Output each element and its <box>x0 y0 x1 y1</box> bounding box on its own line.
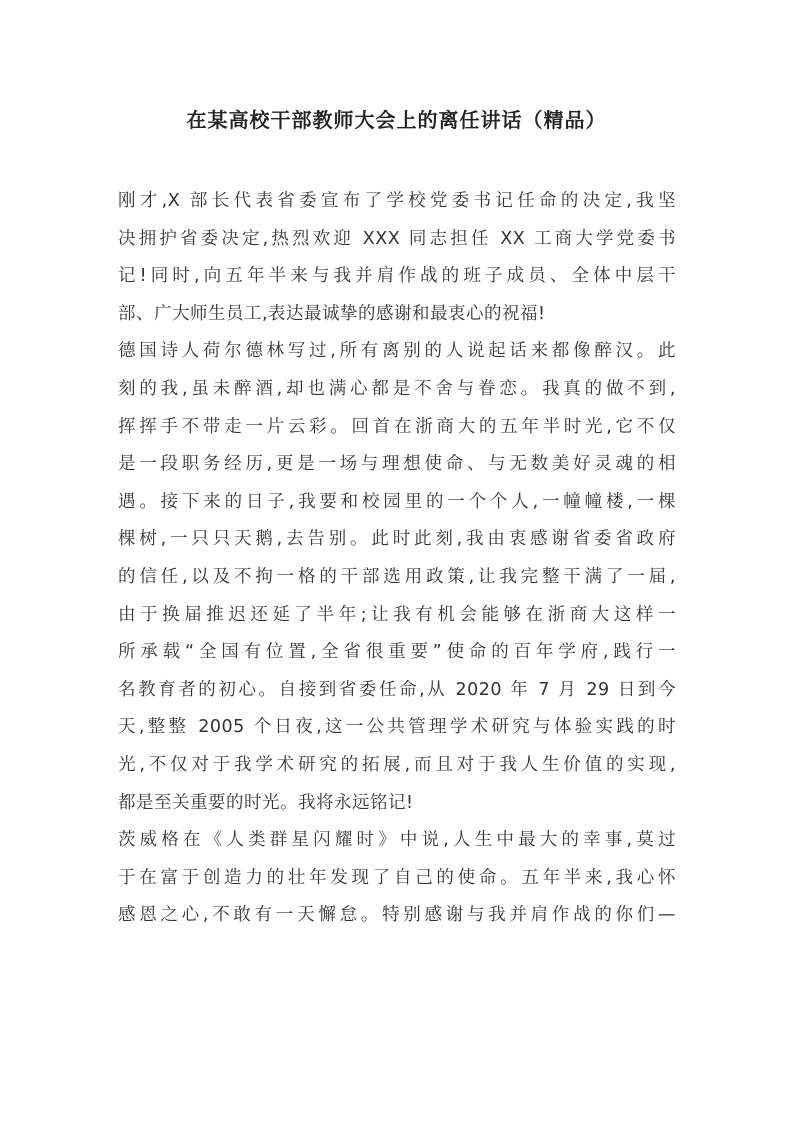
text-line: 感恩之心,不敢有一天懈怠。特别感谢与我并肩作战的你们— <box>118 905 676 926</box>
text-line: 决拥护省委决定,热烈欢迎 XXX 同志担任 XX 工商大学党委书 <box>118 228 676 249</box>
text-line: 部、广大师生员工,表达最诚挚的感谢和最衷心的祝福! <box>118 303 546 324</box>
text-line: 茨威格在《人类群星闪耀时》中说,人生中最大的幸事,莫过 <box>118 830 676 851</box>
document-body <box>118 183 676 935</box>
text-line: 是一段职务经历,更是一场与理想使命、与无数美好灵魂的相 <box>118 454 676 475</box>
paragraph-2 <box>118 333 676 822</box>
document-title: 在某高校干部教师大会上的离任讲话（精品） <box>186 108 607 132</box>
text-line: 刻的我,虽未醉酒,却也满心都是不舍与眷恋。我真的做不到, <box>118 378 676 399</box>
text-line: 所承载“全国有位置,全省很重要”使命的百年学府,践行一 <box>118 642 676 663</box>
text-line: 名教育者的初心。自接到省委任命,从 2020 年 7 月 29 日到今 <box>118 679 676 700</box>
paragraph-1 <box>118 183 676 333</box>
text-line: 光,不仅对于我学术研究的拓展,而且对于我人生价值的实现, <box>118 754 676 775</box>
text-line: 于在富于创造力的壮年发现了自己的使命。五年半来,我心怀 <box>118 867 676 888</box>
text-line: 都是至关重要的时光。我将永远铭记! <box>118 792 414 813</box>
paragraph-3 <box>118 822 676 935</box>
text-line: 棵树,一只只天鹅,去告别。此时此刻,我由衷感谢省委省政府 <box>118 529 676 550</box>
text-line: 的信任,以及不拘一格的干部选用政策,让我完整干满了一届, <box>118 566 676 587</box>
text-line: 德国诗人荷尔德林写过,所有离别的人说起话来都像醉汉。此 <box>118 341 676 362</box>
text-line: 天,整整 2005 个日夜,这一公共管理学术研究与体验实践的时 <box>118 717 676 738</box>
text-line: 遇。接下来的日子,我要和校园里的一个个人,一幢幢楼,一棵 <box>118 491 676 512</box>
text-line: 由于换届推迟还延了半年;让我有机会能够在浙商大这样一 <box>118 604 676 625</box>
text-line: 记!同时,向五年半来与我并肩作战的班子成员、全体中层干 <box>118 266 676 287</box>
text-line: 挥挥手不带走一片云彩。回首在浙商大的五年半时光,它不仅 <box>118 416 676 437</box>
text-line: 刚才,X 部长代表省委宣布了学校党委书记任命的决定,我坚 <box>118 191 676 211</box>
